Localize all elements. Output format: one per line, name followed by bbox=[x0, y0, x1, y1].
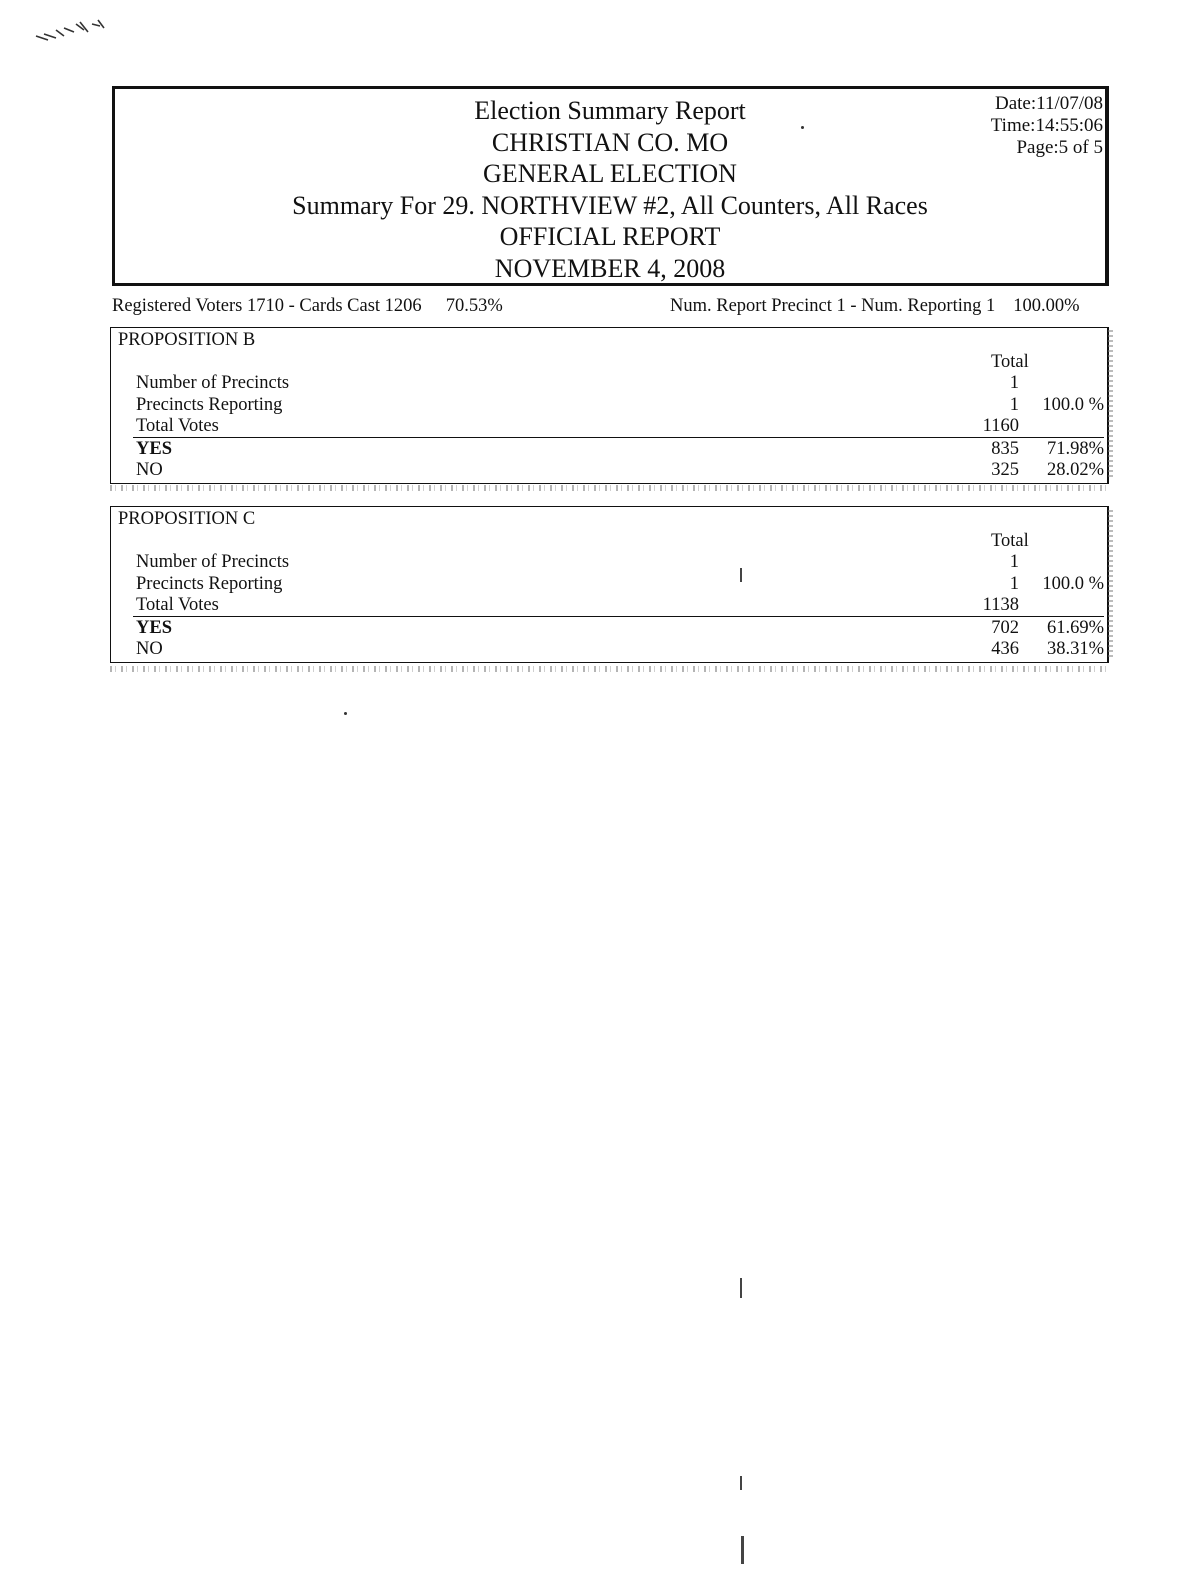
total-divider bbox=[133, 437, 1104, 438]
report-date: Date:11/07/08 bbox=[995, 93, 1103, 114]
row-percent: 100.0 % bbox=[1042, 574, 1104, 594]
choice-label: NO bbox=[136, 460, 163, 480]
report-page: Page:5 of 5 bbox=[1016, 137, 1103, 158]
choice-percent: 71.98% bbox=[1046, 439, 1104, 459]
row-value: 1160 bbox=[982, 416, 1019, 436]
race-proposition-c bbox=[110, 506, 1109, 663]
scan-noise bbox=[110, 485, 1110, 491]
row-choice-no bbox=[111, 639, 1107, 661]
scan-noise bbox=[1108, 330, 1113, 480]
race-title: PROPOSITION B bbox=[118, 330, 256, 350]
race-title: PROPOSITION C bbox=[118, 509, 256, 529]
report-time: Time:14:55:06 bbox=[990, 115, 1103, 136]
row-label: Number of Precincts bbox=[136, 552, 290, 572]
row-choice-no bbox=[111, 460, 1107, 482]
report-status: OFFICIAL REPORT bbox=[499, 222, 721, 251]
row-label: Total Votes bbox=[136, 595, 219, 615]
report-title: Election Summary Report bbox=[474, 96, 746, 125]
election-type: GENERAL ELECTION bbox=[483, 159, 737, 188]
row-label: Number of Precincts bbox=[136, 373, 290, 393]
choice-percent: 28.02% bbox=[1046, 460, 1104, 480]
choice-label: YES bbox=[136, 439, 172, 459]
choice-votes: 835 bbox=[991, 439, 1019, 459]
row-precincts-reporting bbox=[111, 574, 1107, 596]
row-number-of-precincts bbox=[111, 552, 1107, 574]
precinct-reporting-text: Num. Report Precinct 1 - Num. Reporting 1 bbox=[670, 296, 996, 316]
row-label: Precincts Reporting bbox=[136, 395, 283, 415]
row-choice-yes bbox=[111, 618, 1107, 640]
scan-mark bbox=[34, 18, 114, 46]
report-title-block bbox=[115, 95, 1105, 284]
precinct-reporting-summary bbox=[670, 296, 1080, 317]
row-total-votes bbox=[111, 416, 1107, 438]
choice-label: NO bbox=[136, 639, 163, 659]
row-label: Precincts Reporting bbox=[136, 574, 283, 594]
column-header-total: Total bbox=[991, 352, 1029, 372]
choice-label: YES bbox=[136, 618, 172, 638]
row-number-of-precincts bbox=[111, 373, 1107, 395]
choice-votes: 702 bbox=[991, 618, 1019, 638]
scan-speck bbox=[344, 712, 347, 715]
total-divider bbox=[133, 616, 1104, 617]
choice-percent: 38.31% bbox=[1046, 639, 1104, 659]
turnout-percent: 70.53% bbox=[445, 296, 503, 316]
row-value: 1 bbox=[1009, 574, 1019, 594]
report-meta bbox=[991, 93, 1103, 159]
summary-scope: Summary For 29. NORTHVIEW #2, All Counters, All Races bbox=[292, 190, 928, 220]
county-name: CHRISTIAN CO. MO bbox=[491, 127, 729, 157]
registered-voters-summary bbox=[112, 296, 503, 317]
row-precincts-reporting bbox=[111, 395, 1107, 417]
choice-percent: 61.69% bbox=[1046, 618, 1104, 638]
scan-speck bbox=[740, 568, 742, 582]
row-label: Total Votes bbox=[136, 416, 219, 436]
scan-speck bbox=[740, 1476, 742, 1490]
election-date: NOVEMBER 4, 2008 bbox=[494, 253, 726, 283]
row-value: 1 bbox=[1009, 395, 1019, 415]
scan-noise bbox=[1108, 510, 1113, 660]
row-value: 1 bbox=[1009, 373, 1019, 393]
row-total-votes bbox=[111, 595, 1107, 617]
column-header-total: Total bbox=[991, 531, 1029, 551]
scan-speck bbox=[741, 1536, 744, 1564]
scan-noise bbox=[110, 666, 1110, 672]
row-choice-yes bbox=[111, 439, 1107, 461]
row-percent: 100.0 % bbox=[1042, 395, 1104, 415]
choice-votes: 436 bbox=[991, 639, 1019, 659]
report-header bbox=[112, 86, 1109, 286]
registered-voters-text: Registered Voters 1710 - Cards Cast 1206 bbox=[112, 296, 422, 316]
row-value: 1138 bbox=[982, 595, 1019, 615]
row-value: 1 bbox=[1009, 552, 1019, 572]
choice-votes: 325 bbox=[991, 460, 1019, 480]
scan-speck bbox=[740, 1278, 742, 1298]
reporting-percent: 100.00% bbox=[1013, 296, 1080, 316]
scan-speck bbox=[801, 126, 804, 129]
race-proposition-b bbox=[110, 327, 1109, 484]
